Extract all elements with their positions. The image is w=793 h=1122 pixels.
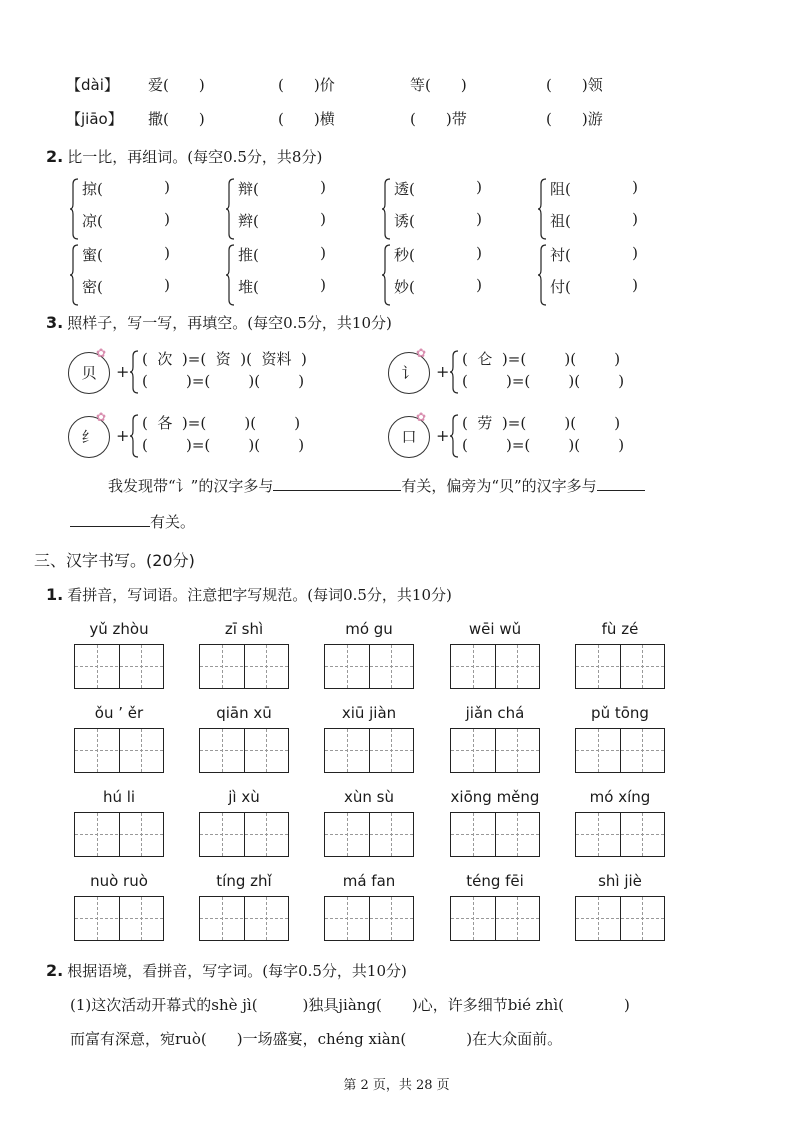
- writing-grid[interactable]: [199, 896, 289, 941]
- compare-pair: [382, 244, 502, 306]
- grid-guide: [75, 750, 163, 751]
- compare-char: 凉(: [82, 212, 103, 230]
- pinyin-label: hú li: [102, 788, 136, 806]
- compare-char: 掠(: [82, 180, 103, 198]
- brace-icon: [226, 244, 236, 306]
- writing-grid[interactable]: [199, 728, 289, 773]
- flower-icon: ✿: [96, 410, 107, 424]
- jiao-item-3: ( )带: [410, 110, 467, 128]
- dai-item-2: ( )价: [278, 76, 335, 94]
- compare-char: 诱(: [394, 212, 415, 230]
- equation-row[interactable]: ( 仑 )=( )( ): [462, 350, 621, 368]
- flower-icon: ✿: [416, 346, 427, 360]
- compare-char: 辫(: [238, 212, 259, 230]
- pinyin-label: nuò ruò: [90, 872, 148, 890]
- plus-sign: +: [116, 362, 130, 381]
- writing-grid[interactable]: [324, 644, 414, 689]
- pinyin-label: xiū jiàn: [341, 704, 397, 722]
- radical-circle: 纟: [68, 416, 110, 458]
- plus-sign: +: [436, 426, 450, 445]
- grid-guide: [325, 666, 413, 667]
- grid-guide: [200, 918, 288, 919]
- writing-grid[interactable]: [199, 644, 289, 689]
- grid-guide: [325, 750, 413, 751]
- dai-row: [66, 74, 119, 95]
- q3-blank-1[interactable]: [273, 474, 401, 491]
- writing-grid[interactable]: [450, 728, 540, 773]
- q3-fill-text-a: 我发现带“讠”的汉字多与: [108, 477, 274, 495]
- compare-char: 妙(: [394, 278, 415, 296]
- equation-row[interactable]: ( 各 )=( )( ): [142, 414, 301, 432]
- equation-row[interactable]: ( 劳 )=( )( ): [462, 414, 621, 432]
- writing-grid[interactable]: [74, 812, 164, 857]
- compare-char: 密(: [82, 278, 103, 296]
- answer-paren-close[interactable]: ): [476, 244, 482, 262]
- compare-pair: [70, 244, 190, 306]
- writing-grid[interactable]: [575, 896, 665, 941]
- dai-label: 【dài】: [66, 76, 119, 94]
- compare-char: 辩(: [238, 180, 259, 198]
- q2-number: 2.: [46, 147, 64, 166]
- grid-guide: [451, 750, 539, 751]
- equation-row[interactable]: ( 次 )=( 资 )( 资料 ): [142, 350, 307, 368]
- pinyin-label: wēi wǔ: [468, 620, 522, 638]
- radical-circle: 讠: [388, 352, 430, 394]
- equation-row[interactable]: ( )=( )( ): [462, 372, 625, 390]
- grid-guide: [576, 834, 664, 835]
- jiao-label: 【jiāo】: [66, 110, 123, 128]
- answer-paren-close[interactable]: ): [164, 244, 170, 262]
- brace-icon: [130, 414, 140, 458]
- s3q2-heading: [46, 960, 407, 981]
- answer-paren-close[interactable]: ): [632, 210, 638, 228]
- compare-char: 堆(: [238, 278, 259, 296]
- brace-icon: [450, 414, 460, 458]
- grid-guide: [200, 750, 288, 751]
- pinyin-label: mó xíng: [589, 788, 651, 806]
- q3-blank-2[interactable]: [597, 474, 645, 491]
- jiao-item-1: 撒( ): [148, 110, 205, 128]
- writing-grid[interactable]: [450, 644, 540, 689]
- q3-heading: [46, 312, 392, 333]
- writing-grid[interactable]: [450, 896, 540, 941]
- q3-blank-2-cont[interactable]: [70, 510, 150, 527]
- compare-char: 阻(: [550, 180, 571, 198]
- writing-grid[interactable]: [450, 812, 540, 857]
- brace-icon: [70, 244, 80, 306]
- compare-pair: [70, 178, 190, 240]
- pinyin-label: jì xù: [228, 788, 260, 806]
- answer-paren-close[interactable]: ): [320, 276, 326, 294]
- compare-char: 推(: [238, 246, 259, 264]
- q3-fill-line-2: [70, 510, 195, 532]
- pinyin-label: qiān xū: [216, 704, 272, 722]
- grid-guide: [576, 918, 664, 919]
- answer-paren-close[interactable]: ): [164, 276, 170, 294]
- writing-grid[interactable]: [324, 728, 414, 773]
- answer-paren-close[interactable]: ): [476, 178, 482, 196]
- answer-paren-close[interactable]: ): [632, 178, 638, 196]
- writing-grid[interactable]: [324, 812, 414, 857]
- compare-pair: [382, 178, 502, 240]
- jiao-item-4: ( )游: [546, 110, 603, 128]
- pinyin-label: xùn sù: [344, 788, 394, 806]
- answer-paren-close[interactable]: ): [320, 210, 326, 228]
- compare-char: 付(: [550, 278, 571, 296]
- pinyin-label: mó gu: [345, 620, 393, 638]
- answer-paren-close[interactable]: ): [476, 210, 482, 228]
- compare-char: 衬(: [550, 246, 571, 264]
- brace-icon: [450, 350, 460, 394]
- dai-item-3: 等( ): [410, 76, 467, 94]
- q3-number: 3.: [46, 313, 64, 332]
- q3-fill-line-1: [108, 474, 645, 496]
- s3q1-number: 1.: [46, 585, 64, 604]
- pinyin-label: yǔ zhòu: [89, 620, 149, 638]
- answer-paren-close[interactable]: ): [320, 178, 326, 196]
- page-footer: 第 2 页，共 28 页: [343, 1078, 450, 1093]
- flower-icon: ✿: [96, 346, 107, 360]
- writing-grid[interactable]: [74, 896, 164, 941]
- grid-guide: [75, 666, 163, 667]
- pinyin-label: xiōng měng: [450, 788, 540, 806]
- radical-circle: 贝: [68, 352, 110, 394]
- grid-guide: [451, 834, 539, 835]
- plus-sign: +: [436, 362, 450, 381]
- grid-guide: [75, 918, 163, 919]
- writing-grid[interactable]: [575, 644, 665, 689]
- answer-paren-close[interactable]: ): [632, 244, 638, 262]
- brace-icon: [130, 350, 140, 394]
- grid-guide: [451, 666, 539, 667]
- pinyin-label: tíng zhǐ: [216, 872, 272, 890]
- pinyin-label: shì jiè: [598, 872, 642, 890]
- writing-grid[interactable]: [74, 644, 164, 689]
- grid-guide: [576, 750, 664, 751]
- grid-guide: [200, 834, 288, 835]
- pinyin-label: jiǎn chá: [465, 704, 525, 722]
- writing-grid[interactable]: [324, 896, 414, 941]
- equation-row[interactable]: ( )=( )( ): [142, 372, 305, 390]
- answer-paren-close[interactable]: ): [164, 178, 170, 196]
- s3q2-title: 根据语境，看拼音，写字词。(每字0.5分，共10分): [67, 962, 407, 980]
- brace-icon: [538, 178, 548, 240]
- compare-char: 蜜(: [82, 246, 103, 264]
- grid-guide: [325, 834, 413, 835]
- s3q2-line-2: 而富有深意，宛ruò( )一场盛宴，chéng xiàn( )在大众面前。: [70, 1030, 563, 1048]
- pinyin-label: má fan: [342, 872, 396, 890]
- brace-icon: [382, 178, 392, 240]
- radical-circle: 口: [388, 416, 430, 458]
- q3-fill-text-b: 有关，偏旁为“贝”的汉字多与: [401, 477, 597, 495]
- answer-paren-close[interactable]: ): [632, 276, 638, 294]
- s3q2-line-1: (1)这次活动开幕式的shè jì( )独具jiàng( )心，许多细节bié zhì( ): [70, 996, 630, 1014]
- dai-item-4: ( )领: [546, 76, 603, 94]
- brace-icon: [226, 178, 236, 240]
- compare-pair: [538, 244, 658, 306]
- pinyin-label: téng fēi: [466, 872, 524, 890]
- grid-guide: [451, 918, 539, 919]
- writing-grid[interactable]: [575, 812, 665, 857]
- grid-guide: [325, 918, 413, 919]
- compare-pair: [538, 178, 658, 240]
- brace-icon: [538, 244, 548, 306]
- writing-grid[interactable]: [199, 812, 289, 857]
- compare-char: 祖(: [550, 212, 571, 230]
- grid-guide: [200, 666, 288, 667]
- grid-guide: [75, 834, 163, 835]
- answer-paren-close[interactable]: ): [320, 244, 326, 262]
- pinyin-label: zī shì: [224, 620, 264, 638]
- brace-icon: [382, 244, 392, 306]
- compare-pair: [226, 244, 346, 306]
- equation-row[interactable]: ( )=( )( ): [462, 436, 625, 454]
- pinyin-label: fù zé: [601, 620, 639, 638]
- writing-grid[interactable]: [575, 728, 665, 773]
- dai-item-1: 爱( ): [148, 76, 205, 94]
- answer-paren-close[interactable]: ): [164, 210, 170, 228]
- answer-paren-close[interactable]: ): [476, 276, 482, 294]
- q3-title: 照样子，写一写，再填空。(每空0.5分，共10分): [67, 314, 392, 332]
- pinyin-label: pǔ tōng: [591, 704, 649, 722]
- flower-icon: ✿: [416, 410, 427, 424]
- plus-sign: +: [116, 426, 130, 445]
- s3q1-title: 看拼音，写词语。注意把字写规范。(每词0.5分，共10分): [67, 586, 452, 604]
- compare-char: 秒(: [394, 246, 415, 264]
- brace-icon: [70, 178, 80, 240]
- jiao-item-2: ( )横: [278, 110, 335, 128]
- pinyin-label: ǒu ’ ěr: [94, 704, 144, 722]
- q2-title: 比一比，再组词。(每空0.5分，共8分): [67, 148, 323, 166]
- writing-grid[interactable]: [74, 728, 164, 773]
- equation-row[interactable]: ( )=( )( ): [142, 436, 305, 454]
- s3q2-number: 2.: [46, 961, 64, 980]
- compare-char: 透(: [394, 180, 415, 198]
- section3-title: 三、汉字书写。(20分): [34, 551, 195, 570]
- grid-guide: [576, 666, 664, 667]
- q2-heading: [46, 146, 322, 167]
- compare-pair: [226, 178, 346, 240]
- q3-fill-text-c: 有关。: [150, 513, 196, 531]
- s3q1-heading: [46, 584, 452, 605]
